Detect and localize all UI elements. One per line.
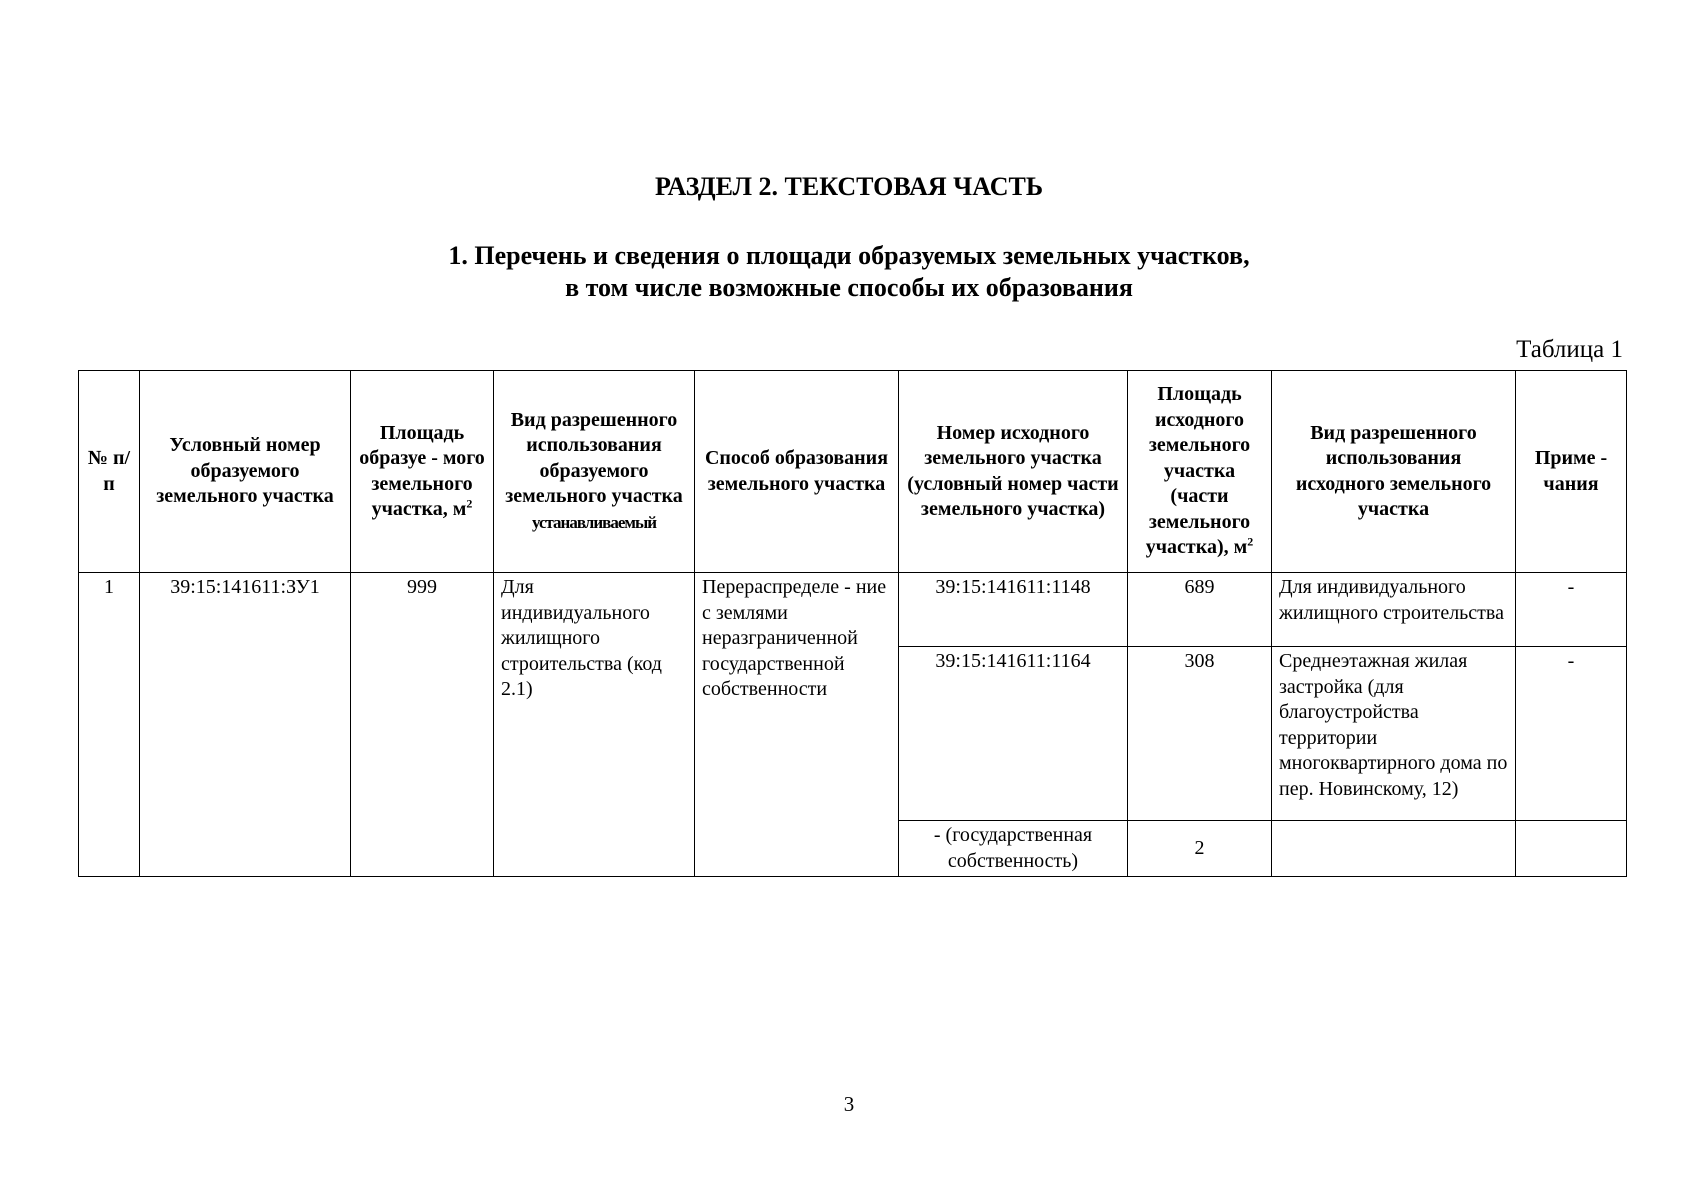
header-source-area-sup: 2 [1247,534,1254,549]
page-title: РАЗДЕЛ 2. ТЕКСТОВАЯ ЧАСТЬ [654,172,1044,201]
page-number: 3 [843,1092,855,1116]
cell-source-number: - (государственная собственность) [899,821,1128,877]
section-heading-line-1: 1. Перечень и сведения о площади образуемых земельных участков, [448,241,1250,270]
table-caption: Таблица 1 [1516,336,1623,363]
section-heading [0,240,1698,304]
cell-permitted-use: Для индивидуального жилищного строительства (код 2.1) [494,573,695,877]
cell-source-area: 308 [1128,647,1272,821]
cell-source-use: Для индивидуального жилищного строительства [1272,573,1516,647]
header-formed-area-sup: 2 [466,496,473,511]
cell-source-area: 689 [1128,573,1272,647]
cell-row-number: 1 [79,573,140,877]
header-notes: Приме - чания [1516,371,1627,573]
header-conditional-number: Условный номер образуемого земельного участка [140,371,351,573]
cell-source-number: 39:15:141611:1148 [899,573,1128,647]
cell-note: - [1516,647,1627,821]
header-source-use: Вид разрешенного использования исходного земельного участка [1272,371,1516,573]
header-permitted-use-text: Вид разрешенного использования образуемого земельного участка [505,408,683,508]
header-number: № п/п [79,371,140,573]
land-plots-table [78,370,1627,877]
table-row [79,573,1627,647]
header-source-area [1128,371,1272,573]
table-header-row [79,371,1627,573]
section-heading-line-2: в том числе возможные способы их образования [565,273,1133,302]
cell-source-number: 39:15:141611:1164 [899,647,1128,821]
cell-note [1516,821,1627,877]
header-permitted-use-note: устанавливаемый [531,512,657,532]
cell-note: - [1516,573,1627,647]
cell-source-area: 2 [1128,821,1272,877]
cell-formed-area: 999 [351,573,494,877]
cell-source-use [1272,821,1516,877]
header-formed-area [351,371,494,573]
cell-cadastral-number: 39:15:141611:ЗУ1 [140,573,351,877]
cell-source-use: Среднеэтажная жилая застройка (для благоустройства территории многоквартирного дома по пер. Новинскому, 12) [1272,647,1516,821]
header-source-number: Номер исходного земельного участка (условный номер части земельного участка) [899,371,1128,573]
cell-formation-method: Перераспределе - ние с землями неразграниченной государственной собственности [695,573,899,877]
header-formed-area-text: Площадь образуе - мого земельного участка, м [359,421,485,520]
header-source-area-text: Площадь исходного земельного участка (части земельного участка), м [1145,383,1251,559]
header-formation-method: Способ образования земельного участка [695,371,899,573]
header-permitted-use [494,371,695,573]
